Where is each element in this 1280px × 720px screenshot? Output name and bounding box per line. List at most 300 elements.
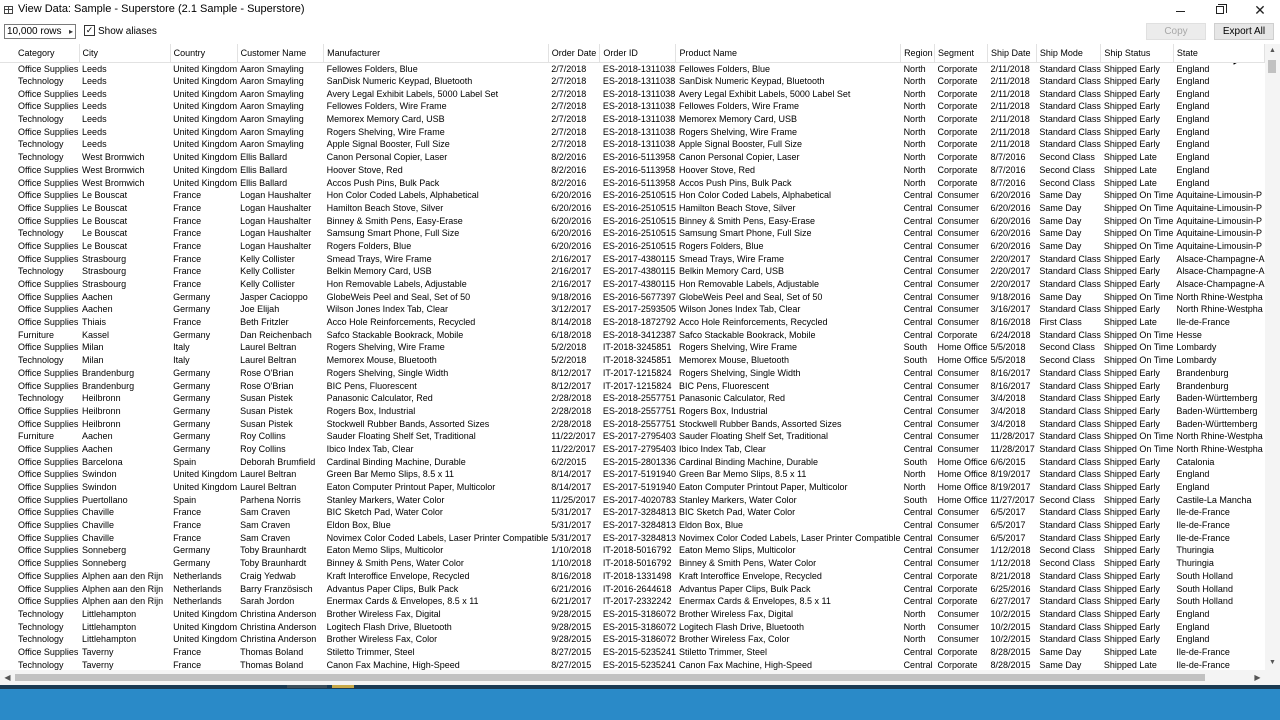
table-cell[interactable]: Green Bar Memo Slips, 8.5 x 11 [326,469,455,480]
table-cell[interactable]: Leeds [82,139,107,150]
table-row[interactable] [0,354,1265,367]
table-cell[interactable]: Sauder Floating Shelf Set, Traditional [678,431,829,442]
table-cell[interactable]: Shipped Early [1103,532,1160,543]
table-cell[interactable]: France [173,253,202,264]
table-cell[interactable]: Aquitaine-Limousin-P [1176,240,1262,251]
table-cell[interactable]: SanDisk Numeric Keypad, Bluetooth [326,76,473,87]
table-cell[interactable]: 8/27/2015 [551,659,592,670]
table-cell[interactable]: North [903,482,926,493]
table-cell[interactable]: ES-2018-2557751 [602,393,676,404]
table-cell[interactable]: Home Office [937,355,988,366]
table-cell[interactable]: ES-2016-2510515 [602,215,676,226]
table-cell[interactable]: Canon Fax Machine, High-Speed [678,659,813,670]
table-cell[interactable]: Office Supplies [18,532,79,543]
table-cell[interactable]: Consumer [937,215,980,226]
table-row[interactable] [0,113,1265,126]
table-cell[interactable]: 11/28/2017 [990,431,1035,442]
scroll-right-icon[interactable]: ▶ [1254,673,1261,682]
table-cell[interactable]: Central [903,596,933,607]
table-row[interactable] [0,392,1265,405]
table-cell[interactable]: 6/20/2016 [990,240,1031,251]
table-cell[interactable]: Standard Class [1039,279,1101,290]
table-cell[interactable]: Standard Class [1039,266,1101,277]
table-cell[interactable]: Standard Class [1039,304,1101,315]
table-cell[interactable]: 2/28/2018 [551,418,592,429]
table-cell[interactable]: Same Day [1039,240,1082,251]
table-cell[interactable]: ES-2017-2795403 [602,431,676,442]
table-cell[interactable]: Technology [18,621,64,632]
maximize-button[interactable] [1200,0,1240,20]
column-header[interactable]: Segment [935,44,988,62]
table-cell[interactable]: Accos Push Pins, Bulk Pack [678,177,792,188]
table-row[interactable] [0,125,1265,138]
table-cell[interactable]: Advantus Paper Clips, Bulk Pack [678,583,811,594]
table-cell[interactable]: Thomas Boland [240,659,304,670]
table-cell[interactable]: Rose O'Brian [240,380,294,391]
table-cell[interactable]: Office Supplies [18,304,79,315]
table-cell[interactable]: Corporate [937,88,978,99]
table-cell[interactable]: Technology [18,634,64,645]
table-cell[interactable]: North [903,126,926,137]
table-cell[interactable]: Chaville [82,532,115,543]
table-cell[interactable]: 8/19/2017 [990,482,1031,493]
table-cell[interactable]: Sarah Jordon [240,596,295,607]
table-cell[interactable]: North [903,76,926,87]
table-cell[interactable]: Technology [18,659,64,670]
table-cell[interactable]: 2/16/2017 [551,266,592,277]
table-cell[interactable]: Ile-de-France [1176,646,1230,657]
table-cell[interactable]: Avery Legal Exhibit Labels, 5000 Label Set [678,88,851,99]
table-cell[interactable]: ES-2017-3284813 [602,507,676,518]
table-cell[interactable]: Central [903,367,933,378]
table-cell[interactable]: Thiais [82,317,107,328]
table-cell[interactable]: 9/18/2016 [551,291,592,302]
table-cell[interactable]: Office Supplies [18,443,79,454]
table-cell[interactable]: Dan Reichenbach [240,329,312,340]
table-cell[interactable]: Central [903,253,933,264]
table-cell[interactable]: Second Class [1039,558,1095,569]
table-cell[interactable]: Brother Wireless Fax, Color [678,634,790,645]
table-cell[interactable]: Consumer [937,545,980,556]
table-cell[interactable]: Roy Collins [240,431,286,442]
table-cell[interactable]: 11/22/2017 [551,431,596,442]
table-row[interactable] [0,214,1265,227]
table-cell[interactable]: Central [903,507,933,518]
table-cell[interactable]: Second Class [1039,342,1095,353]
table-cell[interactable]: Shipped Early [1103,558,1160,569]
table-cell[interactable]: Office Supplies [18,164,79,175]
table-cell[interactable]: Consumer [937,558,980,569]
table-cell[interactable]: North Rhine-Westpha [1176,443,1263,454]
table-cell[interactable]: Germany [173,443,211,454]
table-cell[interactable]: 8/12/2017 [551,380,592,391]
table-cell[interactable]: 2/7/2018 [551,101,587,112]
table-cell[interactable]: 8/27/2015 [551,646,592,657]
table-cell[interactable]: Cardinal Binding Machine, Durable [326,456,466,467]
table-cell[interactable]: Thuringia [1176,558,1214,569]
table-cell[interactable]: Wilson Jones Index Tab, Clear [678,304,801,315]
table-cell[interactable]: Logan Haushalter [240,202,312,213]
table-cell[interactable]: Brother Wireless Fax, Digital [678,608,793,619]
table-cell[interactable]: Technology [18,608,64,619]
table-row[interactable] [0,252,1265,265]
table-cell[interactable]: Consumer [937,634,980,645]
table-cell[interactable]: BIC Pens, Fluorescent [678,380,769,391]
table-cell[interactable]: Office Supplies [18,240,79,251]
table-cell[interactable]: Standard Class [1039,393,1101,404]
table-cell[interactable]: Sam Craven [240,520,291,531]
table-cell[interactable]: 11/22/2017 [551,443,596,454]
table-cell[interactable]: Logitech Flash Drive, Bluetooth [326,621,452,632]
column-header[interactable]: Customer Name [237,44,323,62]
table-cell[interactable]: Binney & Smith Pens, Water Color [326,558,464,569]
table-cell[interactable]: Corporate [937,101,978,112]
table-cell[interactable]: Shipped Early [1103,583,1160,594]
table-cell[interactable]: Apple Signal Booster, Full Size [678,139,803,150]
table-cell[interactable]: 2/11/2018 [990,63,1030,74]
table-cell[interactable]: 9/28/2015 [551,634,592,645]
table-cell[interactable]: North [903,152,926,163]
table-cell[interactable]: United Kingdom [173,63,238,74]
table-row[interactable] [0,316,1265,329]
table-cell[interactable]: Novimex Color Coded Labels, Laser Printer Compatible [326,532,549,543]
table-cell[interactable]: 8/14/2017 [551,482,592,493]
table-cell[interactable]: Central [903,431,933,442]
table-cell[interactable]: South Holland [1176,583,1233,594]
table-cell[interactable]: Central [903,190,933,201]
table-cell[interactable]: Fellowes Folders, Wire Frame [678,101,799,112]
table-cell[interactable]: ES-2016-2510515 [602,202,676,213]
table-cell[interactable]: United Kingdom [173,608,238,619]
table-cell[interactable]: Shipped On Time [1103,202,1174,213]
table-cell[interactable]: Central [903,405,933,416]
table-row[interactable] [0,557,1265,570]
table-cell[interactable]: England [1176,482,1210,493]
table-cell[interactable]: France [173,520,202,531]
table-cell[interactable]: Germany [173,304,211,315]
table-cell[interactable]: ES-2016-5113958 [602,164,676,175]
table-cell[interactable]: Toby Braunhardt [240,558,307,569]
table-cell[interactable]: England [1176,114,1210,125]
table-cell[interactable]: North [903,101,926,112]
table-cell[interactable]: 2/20/2017 [990,253,1031,264]
show-aliases-checkbox[interactable]: ✓ [85,25,94,35]
table-cell[interactable]: Office Supplies [18,494,79,505]
table-cell[interactable]: Rogers Shelving, Wire Frame [678,126,797,137]
table-cell[interactable]: 6/5/2017 [990,532,1026,543]
table-cell[interactable]: Laurel Beltran [240,469,297,480]
table-cell[interactable]: Aquitaine-Limousin-P [1176,215,1262,226]
table-cell[interactable]: Sonneberg [82,545,127,556]
table-cell[interactable]: Alsace-Champagne-A [1176,253,1265,264]
table-cell[interactable]: France [173,202,202,213]
table-cell[interactable]: Aaron Smayling [240,76,304,87]
table-cell[interactable]: 8/2/2016 [551,164,587,175]
table-cell[interactable]: Chaville [82,507,115,518]
table-cell[interactable]: Shipped On Time [1103,355,1174,366]
table-cell[interactable]: Shipped On Time [1103,190,1174,201]
table-cell[interactable]: ES-2017-2593505 [602,304,676,315]
table-cell[interactable]: Shipped Early [1103,367,1160,378]
table-cell[interactable]: 6/20/2016 [990,202,1031,213]
table-cell[interactable]: Corporate [937,659,978,670]
table-cell[interactable]: Office Supplies [18,126,79,137]
table-cell[interactable]: Central [903,646,933,657]
table-cell[interactable]: Apple Signal Booster, Full Size [326,139,450,150]
table-cell[interactable]: 2/20/2017 [990,279,1031,290]
table-cell[interactable]: Shipped Early [1103,570,1160,581]
table-cell[interactable]: Second Class [1039,152,1095,163]
table-cell[interactable]: England [1176,126,1210,137]
table-cell[interactable]: Chaville [82,520,115,531]
table-cell[interactable]: Panasonic Calculator, Red [678,393,786,404]
table-cell[interactable]: Shipped Early [1103,101,1160,112]
table-cell[interactable]: Joe Elijah [240,304,280,315]
table-cell[interactable]: Office Supplies [18,583,79,594]
table-cell[interactable]: South [903,494,928,505]
table-row[interactable] [0,658,1265,670]
table-cell[interactable]: Shipped Early [1103,393,1160,404]
table-cell[interactable]: Aaron Smayling [240,139,304,150]
table-cell[interactable]: Office Supplies [18,202,79,213]
table-cell[interactable]: Second Class [1039,164,1095,175]
table-cell[interactable]: Memorex Memory Card, USB [678,114,797,125]
table-cell[interactable]: ES-2017-3284813 [602,520,676,531]
table-row[interactable] [0,481,1265,494]
table-cell[interactable]: North [903,164,926,175]
table-cell[interactable]: Corporate [937,63,978,74]
table-cell[interactable]: 5/5/2018 [990,342,1026,353]
table-cell[interactable]: 2/11/2018 [990,88,1030,99]
table-cell[interactable]: 8/16/2017 [990,380,1031,391]
table-row[interactable] [0,202,1265,215]
table-cell[interactable]: Hamilton Beach Stove, Silver [678,202,796,213]
table-row[interactable] [0,506,1265,519]
table-cell[interactable]: England [1176,608,1210,619]
table-cell[interactable]: BIC Sketch Pad, Water Color [678,507,796,518]
table-cell[interactable]: France [173,317,202,328]
table-cell[interactable]: Shipped Early [1103,507,1160,518]
table-cell[interactable]: 2/11/2018 [990,101,1030,112]
table-cell[interactable]: Consumer [937,380,980,391]
table-cell[interactable]: Lombardy [1176,342,1217,353]
table-cell[interactable]: Office Supplies [18,418,79,429]
table-row[interactable] [0,265,1265,278]
table-cell[interactable]: 8/19/2017 [990,469,1031,480]
table-cell[interactable]: North Rhine-Westpha [1176,291,1263,302]
table-cell[interactable]: Susan Pistek [240,405,293,416]
table-cell[interactable]: Smead Trays, Wire Frame [326,253,432,264]
table-row[interactable] [0,189,1265,202]
table-cell[interactable]: Samsung Smart Phone, Full Size [326,228,460,239]
table-cell[interactable]: Strasbourg [82,266,127,277]
table-cell[interactable]: Brandenburg [1176,367,1229,378]
table-cell[interactable]: Technology [18,152,64,163]
table-cell[interactable]: ES-2018-1872792 [602,317,676,328]
table-cell[interactable]: Advantus Paper Clips, Bulk Pack [326,583,459,594]
table-cell[interactable]: Leeds [82,63,107,74]
table-cell[interactable]: France [173,215,202,226]
table-cell[interactable]: 6/21/2016 [551,583,592,594]
table-cell[interactable]: Central [903,393,933,404]
table-row[interactable] [0,100,1265,113]
table-cell[interactable]: Aquitaine-Limousin-P [1176,228,1262,239]
table-cell[interactable]: Rose O'Brian [240,367,294,378]
table-cell[interactable]: West Bromwich [82,152,145,163]
table-cell[interactable]: Netherlands [173,583,222,594]
table-cell[interactable]: Memorex Mouse, Bluetooth [326,355,437,366]
table-cell[interactable]: Logan Haushalter [240,190,312,201]
table-cell[interactable]: Acco Hole Reinforcements, Recycled [326,317,476,328]
table-cell[interactable]: Rogers Box, Industrial [678,405,768,416]
table-cell[interactable]: Hon Removable Labels, Adjustable [678,279,820,290]
table-cell[interactable]: Central [903,418,933,429]
table-cell[interactable]: Furniture [18,329,55,340]
table-cell[interactable]: Aaron Smayling [240,114,304,125]
table-cell[interactable]: Baden-Württemberg [1176,393,1258,404]
table-cell[interactable]: 1/10/2018 [551,558,592,569]
table-cell[interactable]: ES-2015-3186072 [602,634,676,645]
table-cell[interactable]: Consumer [937,405,980,416]
table-cell[interactable]: Consumer [937,253,980,264]
table-cell[interactable]: 11/28/2017 [990,443,1035,454]
table-row[interactable] [0,341,1265,354]
table-cell[interactable]: Germany [173,418,211,429]
table-cell[interactable]: Kelly Collister [240,279,295,290]
table-cell[interactable]: Taverny [82,659,114,670]
table-cell[interactable]: Standard Class [1039,507,1101,518]
table-cell[interactable]: Standard Class [1039,456,1101,467]
table-cell[interactable]: IT-2016-2644618 [602,583,672,594]
table-cell[interactable]: Deborah Brumfield [240,456,316,467]
table-cell[interactable]: Brandenburg [82,380,135,391]
table-cell[interactable]: 1/12/2018 [990,545,1031,556]
table-cell[interactable]: North [903,63,926,74]
table-cell[interactable]: Eaton Computer Printout Paper, Multicolor [678,482,848,493]
table-cell[interactable]: North [903,469,926,480]
table-cell[interactable]: Milan [82,342,104,353]
table-cell[interactable]: 8/14/2018 [551,317,592,328]
table-cell[interactable]: 6/24/2018 [990,329,1031,340]
table-cell[interactable]: Leeds [82,101,107,112]
table-cell[interactable]: Shipped On Time [1103,291,1174,302]
table-cell[interactable]: IT-2018-5016792 [602,558,672,569]
table-cell[interactable]: 3/16/2017 [990,304,1031,315]
table-cell[interactable]: Stockwell Rubber Bands, Assorted Sizes [326,418,490,429]
table-cell[interactable]: 8/28/2015 [990,646,1031,657]
table-cell[interactable]: Rogers Shelving, Wire Frame [326,342,445,353]
table-cell[interactable]: England [1176,152,1210,163]
table-cell[interactable]: South Holland [1176,570,1233,581]
table-cell[interactable]: ES-2017-4380115 [602,266,676,277]
table-cell[interactable]: Shipped Early [1103,139,1160,150]
table-cell[interactable]: Canon Personal Copier, Laser [326,152,448,163]
table-cell[interactable]: 8/7/2016 [990,177,1026,188]
table-cell[interactable]: Ile-de-France [1176,532,1230,543]
table-cell[interactable]: South [903,342,928,353]
table-cell[interactable]: Hon Color Coded Labels, Alphabetical [678,190,832,201]
table-row[interactable] [0,278,1265,291]
table-cell[interactable]: Leeds [82,88,107,99]
table-cell[interactable]: 6/20/2016 [551,215,592,226]
table-cell[interactable]: Christina Anderson [240,634,317,645]
table-cell[interactable]: Ile-de-France [1176,507,1230,518]
table-cell[interactable]: Kassel [82,329,110,340]
table-cell[interactable]: Strasbourg [82,253,127,264]
table-cell[interactable]: 2/28/2018 [551,405,592,416]
table-cell[interactable]: Green Bar Memo Slips, 8.5 x 11 [678,469,807,480]
table-cell[interactable]: 9/18/2016 [990,291,1031,302]
table-cell[interactable]: Littlehampton [82,608,137,619]
table-cell[interactable]: Consumer [937,202,980,213]
table-cell[interactable]: West Bromwich [82,164,145,175]
table-cell[interactable]: Central [903,317,933,328]
table-cell[interactable]: Shipped On Time [1103,215,1174,226]
table-cell[interactable]: Corporate [937,76,978,87]
table-cell[interactable]: Central [903,520,933,531]
table-cell[interactable]: 10/2/2015 [990,608,1031,619]
table-cell[interactable]: Heilbronn [82,405,121,416]
table-cell[interactable]: Lombardy [1176,355,1217,366]
table-cell[interactable]: Eldon Box, Blue [326,520,391,531]
table-cell[interactable]: Avery Legal Exhibit Labels, 5000 Label Set [326,88,499,99]
table-cell[interactable]: Central [903,659,933,670]
table-row[interactable] [0,151,1265,164]
table-cell[interactable]: 5/5/2018 [990,355,1026,366]
table-cell[interactable]: Canon Fax Machine, High-Speed [326,659,460,670]
table-cell[interactable]: England [1176,88,1210,99]
table-cell[interactable]: Shipped Early [1103,63,1160,74]
table-row[interactable] [0,582,1265,595]
table-cell[interactable]: South [903,355,928,366]
table-cell[interactable]: England [1176,469,1210,480]
table-cell[interactable]: Technology [18,228,64,239]
vertical-scroll-thumb[interactable] [1268,60,1276,73]
table-cell[interactable]: England [1176,63,1210,74]
table-cell[interactable]: England [1176,621,1210,632]
table-cell[interactable]: 8/14/2017 [551,469,592,480]
table-row[interactable] [0,75,1265,88]
table-cell[interactable]: IT-2017-2332242 [602,596,672,607]
column-header[interactable]: Category [0,44,79,62]
table-cell[interactable]: Shipped On Time [1103,342,1174,353]
table-cell[interactable]: Same Day [1039,228,1082,239]
table-cell[interactable]: 6/2/2015 [551,456,587,467]
table-cell[interactable]: North [903,634,926,645]
table-cell[interactable]: Shipped On Time [1103,240,1174,251]
table-cell[interactable]: Taverny [82,646,114,657]
table-cell[interactable]: Alphen aan den Rijn [82,596,164,607]
taskbar-active-indicator[interactable] [332,685,354,688]
table-cell[interactable]: Office Supplies [18,215,79,226]
table-cell[interactable]: Shipped Late [1103,152,1157,163]
table-cell[interactable]: Office Supplies [18,177,79,188]
table-cell[interactable]: Swindon [82,469,117,480]
table-cell[interactable]: Laurel Beltran [240,355,297,366]
table-cell[interactable]: Barcelona [82,456,123,467]
table-cell[interactable]: Second Class [1039,494,1095,505]
table-cell[interactable]: Corporate [937,114,978,125]
table-cell[interactable]: Shipped On Time [1103,228,1174,239]
table-cell[interactable]: ES-2016-2510515 [602,240,676,251]
table-cell[interactable]: Corporate [937,583,978,594]
table-cell[interactable]: Office Supplies [18,380,79,391]
table-cell[interactable]: Standard Class [1039,114,1101,125]
table-cell[interactable]: Consumer [937,608,980,619]
table-cell[interactable]: France [173,646,202,657]
table-cell[interactable]: 11/25/2017 [551,494,596,505]
table-cell[interactable]: Fellowes Folders, Blue [678,63,770,74]
